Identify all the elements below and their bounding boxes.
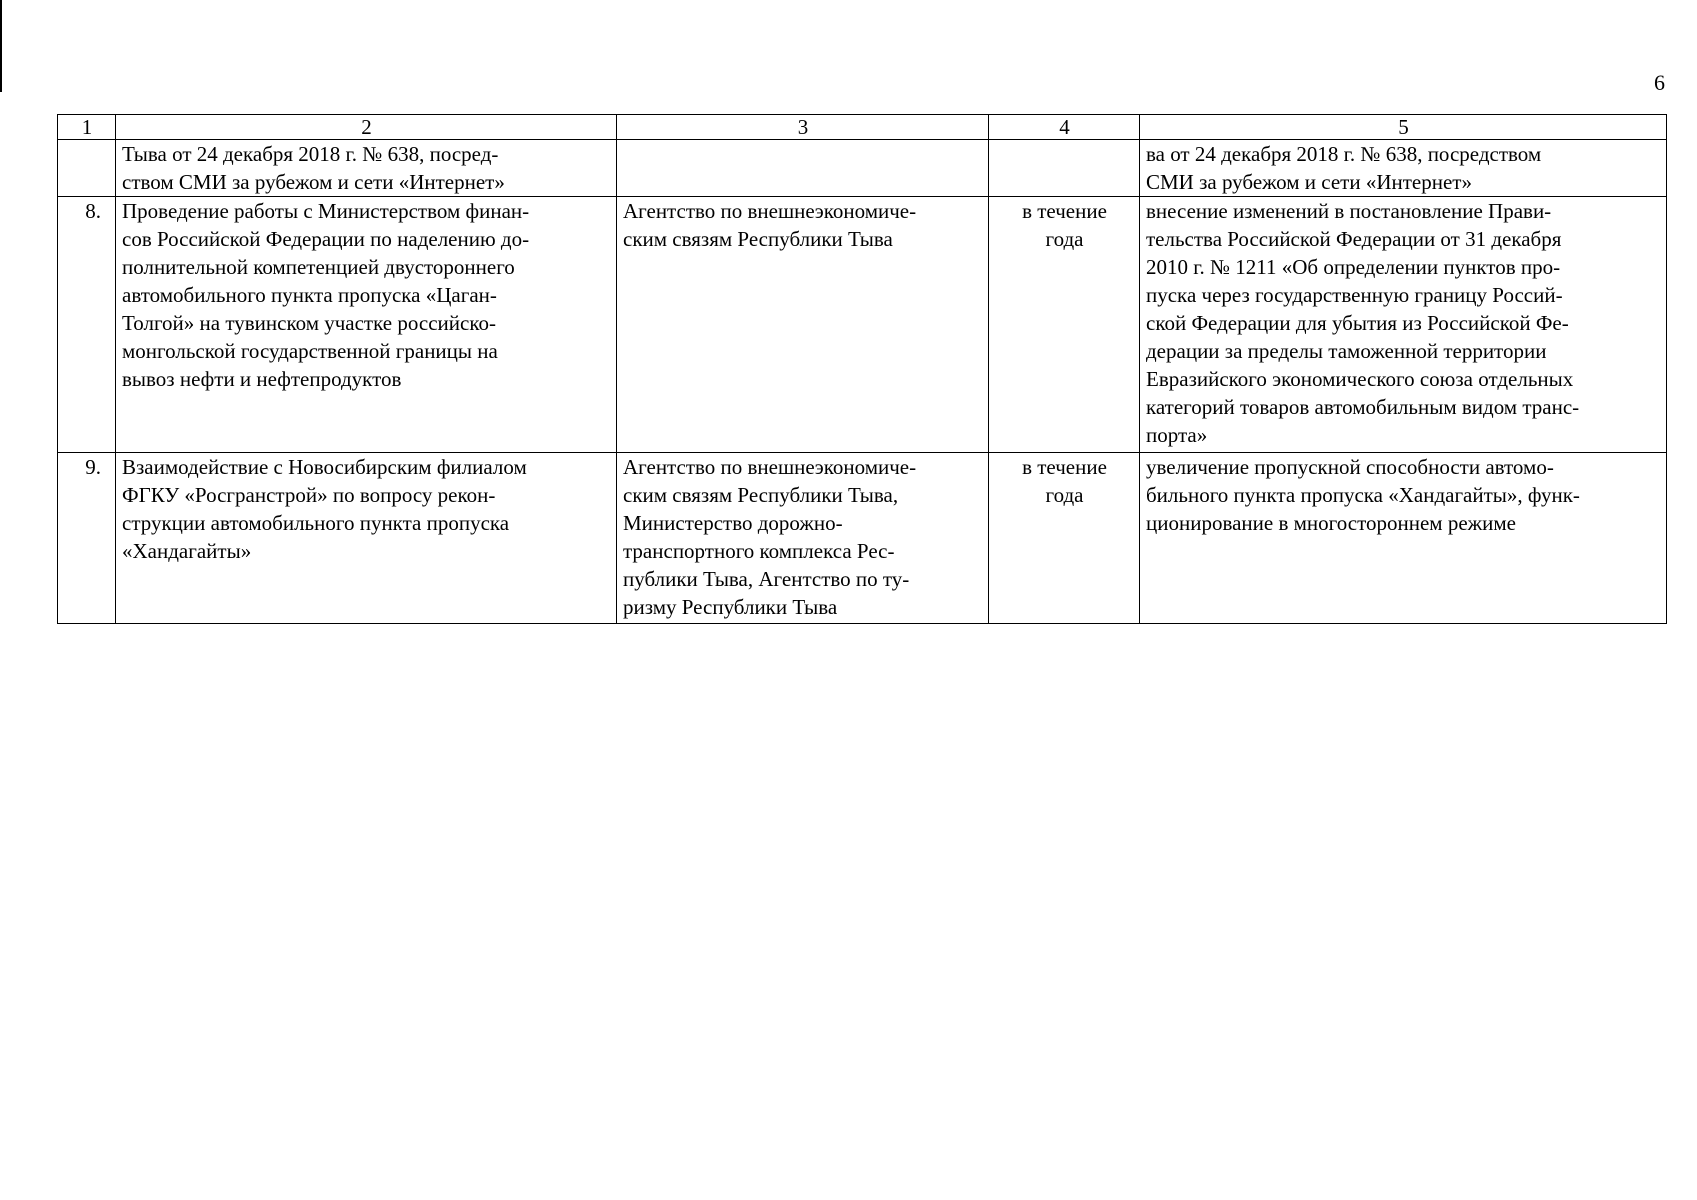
result-cell	[1140, 140, 1667, 197]
result-cell	[1140, 197, 1667, 453]
cell-line: «Хандагайты»	[122, 539, 252, 563]
cell-line: Евразийского экономического союза отдельных	[1146, 367, 1574, 391]
cell-line: внесение изменений в постановление Прави-	[1146, 199, 1552, 223]
column-header-5: 5	[1140, 115, 1667, 140]
plan-table	[57, 114, 1667, 624]
cell-line: ским связям Республики Тыва,	[623, 483, 899, 507]
cell-line: порта»	[1146, 423, 1208, 447]
cell-line: дерации за пределы таможенной территории	[1146, 339, 1547, 363]
row-number: 8.	[58, 197, 116, 453]
page-number: 6	[1654, 70, 1665, 95]
deadline-cell	[989, 453, 1140, 624]
table-header-row	[58, 115, 1667, 140]
cell-line: Толгой» на тувинском участке российско-	[122, 311, 496, 335]
cell-line: увеличение пропускной способности автомо-	[1146, 455, 1554, 479]
column-header-2: 2	[116, 115, 617, 140]
table-row-8	[58, 197, 1667, 453]
cell-line: Тыва от 24 декабря 2018 г. № 638, посред-	[122, 142, 499, 166]
executor-cell	[617, 197, 989, 453]
cell-line: бильного пункта пропуска «Хандагайты», функ-	[1146, 483, 1580, 507]
deadline-cell	[989, 197, 1140, 453]
cell-line: пуска через государственную границу Россий-	[1146, 283, 1563, 307]
cell-line: ской Федерации для убытия из Российской Фе-	[1146, 311, 1569, 335]
cell-line: публики Тыва, Агентство по ту-	[623, 567, 910, 591]
cell-line: монгольской государственной границы на	[122, 339, 498, 363]
measure-cell	[116, 197, 617, 453]
cell-line: Взаимодействие с Новосибирским филиалом	[122, 455, 527, 479]
row-number	[58, 140, 116, 197]
cell-line: Министерство дорожно-	[623, 511, 843, 535]
cell-line: струкции автомобильного пункта пропуска	[122, 511, 510, 535]
cell-line: года	[1045, 227, 1084, 251]
executor-cell	[617, 453, 989, 624]
cell-line: вывоз нефти и нефтепродуктов	[122, 367, 402, 391]
cell-line: категорий товаров автомобильным видом транс-	[1146, 395, 1580, 419]
table-row-continuation	[58, 140, 1667, 197]
cell-line: 2010 г. № 1211 «Об определении пунктов про-	[1146, 255, 1561, 279]
measure-cell	[116, 140, 617, 197]
cell-line: тельства Российской Федерации от 31 декабря	[1146, 227, 1562, 251]
cell-line: автомобильного пункта пропуска «Цаган-	[122, 283, 497, 307]
cell-line: сов Российской Федерации по наделению до-	[122, 227, 530, 251]
cell-line: в течение	[1022, 455, 1107, 479]
cell-line: полнительной компетенцией двустороннего	[122, 255, 515, 279]
cell-line: Проведение работы с Министерством финан-	[122, 199, 530, 223]
margin-binding-mark	[0, 0, 2, 92]
cell-line: СМИ за рубежом и сети «Интернет»	[1146, 170, 1472, 194]
cell-line: ризму Республики Тыва	[623, 595, 838, 619]
column-header-3: 3	[617, 115, 989, 140]
cell-line: в течение	[1022, 199, 1107, 223]
row-number: 9.	[58, 453, 116, 624]
cell-line: Агентство по внешнеэкономиче-	[623, 199, 917, 223]
cell-line: года	[1045, 483, 1084, 507]
measure-cell	[116, 453, 617, 624]
cell-line: Агентство по внешнеэкономиче-	[623, 455, 917, 479]
column-header-4: 4	[989, 115, 1140, 140]
cell-line: ФГКУ «Росгранстрой» по вопросу рекон-	[122, 483, 496, 507]
result-cell	[1140, 453, 1667, 624]
cell-line: ционирование в многостороннем режиме	[1146, 511, 1517, 535]
cell-line: ством СМИ за рубежом и сети «Интернет»	[122, 170, 505, 194]
executor-cell	[617, 140, 989, 197]
cell-line: транспортного комплекса Рес-	[623, 539, 895, 563]
table-row-9	[58, 453, 1667, 624]
cell-line: ва от 24 декабря 2018 г. № 638, посредством	[1146, 142, 1542, 166]
deadline-cell	[989, 140, 1140, 197]
column-header-1: 1	[58, 115, 116, 140]
cell-line: ским связям Республики Тыва	[623, 227, 893, 251]
